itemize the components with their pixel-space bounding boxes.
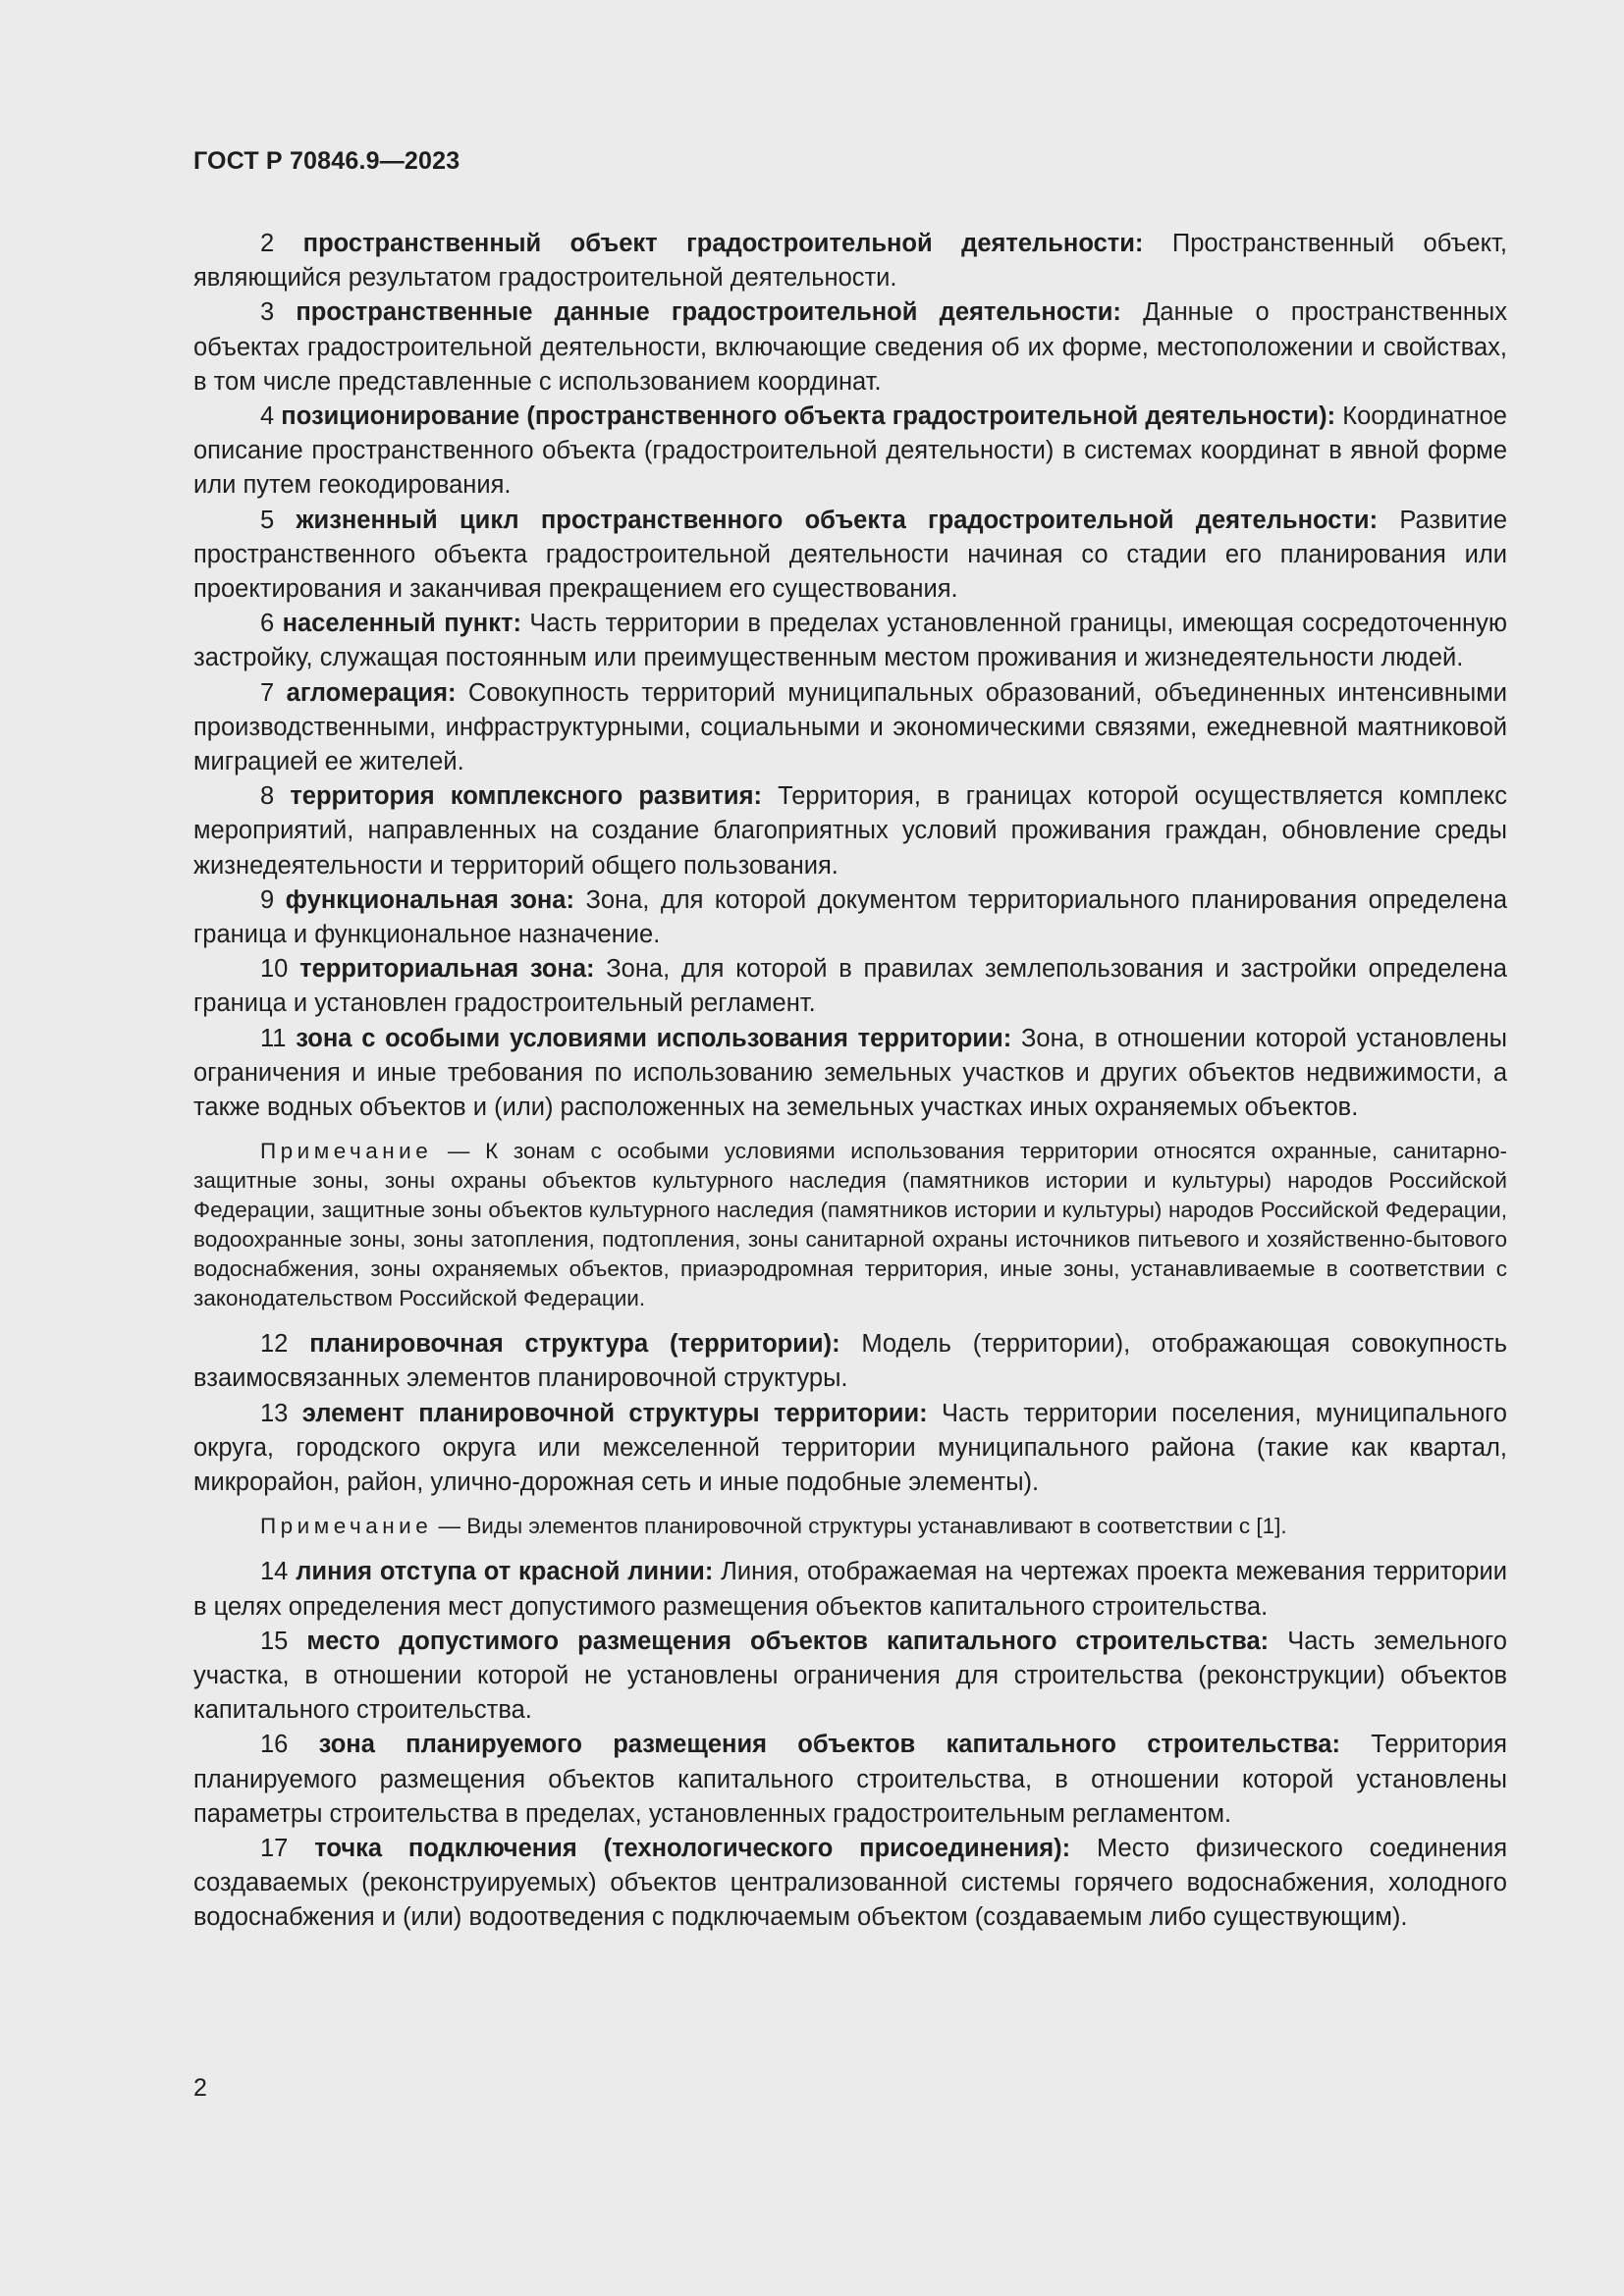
term-definition: Часть земельного участка, в отношении которой не установлены ограничения для строительства (реконструкции) объектов капитального строительства. (193, 1627, 1507, 1725)
term-entry-3 (193, 295, 1507, 400)
term-name: территориальная зона: (299, 955, 595, 984)
term-entry-13 (193, 1397, 1507, 1501)
term-definition: Развитие пространственного объекта градостроительной деятельности начиная со стадии его планирования или проектирования и заканчивая прекращением его существования. (193, 506, 1508, 604)
term-number: 15 (260, 1627, 289, 1655)
term-definition: Координатное описание пространственного объекта (градостроительной деятельности) в системах координат в явной форме или путем геокодирования. (193, 402, 1507, 500)
term-entry-4 (193, 400, 1507, 504)
term-entry-14 (193, 1555, 1507, 1624)
term-entry-5 (193, 504, 1507, 608)
term-name: линия отступа от красной линии: (296, 1558, 714, 1586)
document-page (193, 147, 1507, 1936)
term-entry-2 (193, 227, 1507, 295)
term-name: агломерация: (286, 678, 457, 707)
term-name: зона с особыми условиями использования территории: (296, 1024, 1012, 1052)
term-name: точка подключения (технологического присоединения): (314, 1834, 1071, 1862)
term-number: 10 (260, 955, 289, 984)
term-entry-11 (193, 1022, 1507, 1126)
term-number: 12 (260, 1330, 289, 1359)
term-name: планировочная структура (территории): (309, 1330, 840, 1359)
term-name: территория комплексного развития: (290, 782, 762, 811)
term-definition: Часть территории в пределах установленной границы, имеющая сосредоточенную застройку, служащая постоянным или преимущественным местом проживания и жизнедеятельности людей. (193, 610, 1507, 672)
term-entry-7 (193, 676, 1507, 780)
term-number: 17 (260, 1834, 289, 1862)
note-text: — К зонам с особыми условиями использования территории относятся охранные, санитарно-защитные зоны, зоны охраны объектов культурного наследия (памятников истории и культуры) народов Российской Федерации, защитные зоны объектов культурного наследия (памятников истории и культуры) народов Российской Федерации, водоохранные зоны, зоны затопления, подтопления, зоны санитарной охраны источников питьевого и хозяйственно-бытового водоснабжения, зоны охраняемых объектов, приаэродромная территория, иные зоны, устанавливаемые в соответствии с законодательством Российской Федерации. (193, 1139, 1507, 1311)
term-definition: Совокупность территорий муниципальных образований, объединенных интенсивными производственными, инфраструктурными, социальными и экономическими связями, ежедневной маятниковой миграцией ее жителей. (193, 678, 1507, 776)
term-entry-6 (193, 607, 1507, 675)
note-zones (193, 1137, 1507, 1313)
term-number: 4 (260, 402, 275, 431)
term-number: 6 (260, 610, 275, 638)
term-name: пространственные данные градостроительной деятельности: (296, 298, 1121, 327)
term-name: функциональная зона: (285, 885, 574, 914)
term-number: 7 (260, 678, 275, 707)
term-definition: Зона, в отношении которой установлены ограничения и иные требования по использованию земельных участков и других объектов недвижимости, а также водных объектов и (или) расположенных на земельных участках иных охраняемых объектов. (193, 1024, 1508, 1122)
term-name: зона планируемого размещения объектов капитального строительства: (318, 1731, 1340, 1759)
term-definition: Зона, для которой документом территориального планирования определена граница и функциональное назначение. (193, 885, 1508, 949)
term-definition: Линия, отображаемая на чертежах проекта межевания территории в целях определения мест допустимого размещения объектов капитального строительства. (193, 1558, 1507, 1621)
term-number: 16 (260, 1731, 289, 1759)
term-definition: Место физического соединения создаваемых (реконструируемых) объектов централизованной системы горячего водоснабжения, холодного водоснабжения и (или) водоотведения с подключаемым объектом (создаваемым либо существующим). (193, 1834, 1507, 1932)
term-definition: Часть территории поселения, муниципального округа, городского округа или межселенной территории муниципального района (такие как квартал, микрорайон, район, улично-дорожная сеть и иные подобные элементы). (193, 1399, 1507, 1497)
term-name: пространственный объект градостроительной деятельности: (302, 230, 1144, 257)
term-name: место допустимого размещения объектов капитального строительства: (306, 1627, 1270, 1655)
term-name: элемент планировочной структуры территории: (301, 1399, 928, 1427)
term-definition: Пространственный объект, являющийся результатом градостроительной деятельности. (193, 230, 1507, 293)
page-number: 2 (193, 2074, 207, 2102)
term-number: 11 (260, 1024, 287, 1052)
term-definition: Зона, для которой в правилах землепользования и застройки определена граница и установлен градостроительный регламент. (193, 955, 1507, 1018)
term-definition: Территория, в границах которой осуществляется комплекс мероприятий, направленных на создание благоприятных условий проживания граждан, обновление среды жизнедеятельности и территорий общего пользования. (193, 782, 1507, 880)
term-number: 13 (260, 1399, 289, 1427)
term-definition: Данные о пространственных объектах градостроительной деятельности, включающие сведения об их форме, местоположении и свойствах, в том числе представленные с использованием координат. (193, 298, 1507, 396)
term-number: 3 (260, 298, 275, 327)
note-label: Примечание (260, 1139, 433, 1164)
note-planning-elements (193, 1512, 1507, 1541)
term-number: 5 (260, 506, 275, 534)
term-number: 8 (260, 782, 275, 811)
term-number: 9 (260, 885, 275, 914)
term-entry-16 (193, 1728, 1507, 1832)
term-name: позиционирование (пространственного объекта градостроительной деятельности): (281, 402, 1336, 431)
term-entry-9 (193, 883, 1507, 952)
term-entry-15 (193, 1625, 1507, 1729)
term-name: жизненный цикл пространственного объекта градостроительной деятельности: (296, 506, 1379, 534)
term-entry-10 (193, 952, 1507, 1021)
document-header: ГОСТ Р 70846.9—2023 (193, 147, 460, 175)
term-definition: Территория планируемого размещения объектов капитального строительства, в отношении которой установлены параметры строительства в пределах, установленных градостроительным регламентом. (193, 1731, 1507, 1828)
term-name: населенный пункт: (282, 610, 521, 638)
term-number: 2 (260, 230, 275, 257)
note-text: — Виды элементов планировочной структуры устанавливают в соответствии с [1]. (438, 1514, 1287, 1539)
term-entry-17 (193, 1832, 1507, 1936)
term-number: 14 (260, 1558, 289, 1586)
term-entry-8 (193, 779, 1507, 883)
term-entry-12 (193, 1327, 1507, 1396)
note-label: Примечание (260, 1514, 433, 1539)
term-definition: Модель (территории), отображающая совокупность взаимосвязанных элементов планировочной структуры. (193, 1330, 1507, 1393)
